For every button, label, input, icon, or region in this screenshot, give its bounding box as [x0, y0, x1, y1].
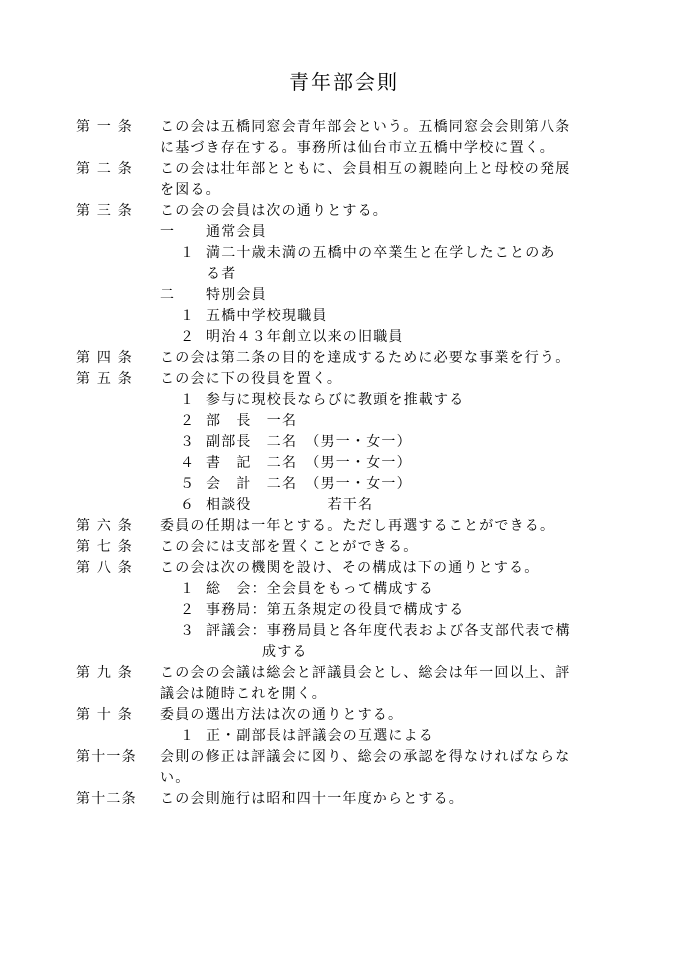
article-1: [76, 117, 616, 159]
item-number: ３: [180, 623, 196, 639]
member-category-regular: [76, 222, 616, 243]
article-6: [76, 516, 616, 537]
officer-item: [76, 411, 616, 432]
organ-item: [76, 600, 616, 621]
officer-item: [76, 495, 616, 516]
article-text-line: 会則の修正は評議会に図り、総会の承認を得なければならな: [160, 749, 571, 765]
category-number: 二: [160, 287, 176, 303]
item-number: ５: [180, 476, 196, 492]
item-number: ３: [180, 434, 196, 450]
article-5: [76, 369, 616, 390]
article-label: 第 六 条: [76, 518, 133, 534]
article-9: [76, 663, 616, 705]
member-item: [76, 327, 616, 348]
article-text-line: 委員の任期は一年とする。ただし再選することができる。: [160, 518, 556, 534]
article-2: [76, 159, 616, 201]
article-label: 第 一 条: [76, 119, 133, 135]
article-text-line: この会則施行は昭和四十一年度からとする。: [160, 791, 464, 807]
article-10: [76, 705, 616, 726]
item-number: ６: [180, 497, 196, 513]
article-text-line: この会は次の機関を設け、その構成は下の通りとする。: [160, 560, 540, 576]
article-text-line: この会は壮年部とともに、会員相互の親睦向上と母校の発展: [160, 161, 571, 177]
article-text-line: この会は五橋同窓会青年部会という。五橋同窓会会則第八条: [160, 119, 571, 135]
item-text: 事務局：第五条規定の役員で構成する: [206, 602, 465, 618]
article-text-line: い。: [160, 770, 191, 786]
item-number: ４: [180, 455, 196, 471]
category-number: 一: [160, 224, 176, 240]
article-label: 第 十 条: [76, 707, 133, 723]
article-text-line: この会の会員は次の通りとする。: [160, 203, 388, 219]
officer-item: [76, 453, 616, 474]
article-8: [76, 558, 616, 579]
article-text-line: 委員の選出方法は次の通りとする。: [160, 707, 404, 723]
page-title: 青年部会則: [289, 70, 399, 94]
category-label: 特別会員: [206, 287, 267, 303]
item-text: 会 計 二名 （男一・女一）: [206, 476, 412, 492]
item-text-line: 評議会：事務局員と各年度代表および各支部代表で構: [206, 623, 571, 639]
member-category-special: [76, 285, 616, 306]
article-text-line: この会は第二条の目的を達成するために必要な事業を行う。: [160, 350, 571, 366]
item-number: １: [180, 728, 196, 744]
organ-item: [76, 621, 616, 663]
item-text-line: 満二十歳未満の五橋中の卒業生と在学したことのあ: [206, 245, 556, 261]
officer-item: [76, 390, 616, 411]
article-label: 第十二条: [76, 791, 137, 807]
article-label: 第 八 条: [76, 560, 133, 576]
member-item: [76, 243, 616, 285]
article-label: 第 二 条: [76, 161, 133, 177]
article-text-line: この会には支部を置くことができる。: [160, 539, 419, 555]
item-text-line: 成する: [262, 644, 308, 660]
item-text: 書 記 二名 （男一・女一）: [206, 455, 412, 471]
item-number: ２: [180, 602, 196, 618]
item-number: １: [180, 308, 196, 324]
article-label: 第 四 条: [76, 350, 133, 366]
article-label: 第十一条: [76, 749, 137, 765]
bylaws-body: [76, 117, 616, 810]
item-text: 総 会：全会員をもって構成する: [206, 581, 434, 597]
article-text-line: に基づき存在する。事務所は仙台市立五橋中学校に置く。: [160, 140, 555, 156]
article-7: [76, 537, 616, 558]
article-text-line: を図る。: [160, 182, 221, 198]
member-item: [76, 306, 616, 327]
item-text: 部 長 一名: [206, 413, 298, 429]
category-label: 通常会員: [206, 224, 267, 240]
item-text: 副部長 二名 （男一・女一）: [206, 434, 412, 450]
article-3: [76, 201, 616, 222]
officer-item: [76, 432, 616, 453]
item-text: 参与に現校長ならびに教頭を推載する: [206, 392, 465, 408]
item-text: 明治４３年創立以来の旧職員: [206, 329, 404, 345]
item-number: １: [180, 392, 196, 408]
article-label: 第 五 条: [76, 371, 133, 387]
article-12: [76, 789, 616, 810]
item-text: 正・副部長は評議会の互選による: [206, 728, 434, 744]
item-number: ２: [180, 329, 196, 345]
item-number: １: [180, 245, 196, 261]
article-11: [76, 747, 616, 789]
organ-item: [76, 579, 616, 600]
article-text-line: この会の会議は総会と評議員会とし、総会は年一回以上、評: [160, 665, 571, 681]
article-label: 第 九 条: [76, 665, 133, 681]
article-text-line: この会に下の役員を置く。: [160, 371, 343, 387]
election-item: [76, 726, 616, 747]
item-text-line: る者: [206, 266, 237, 282]
item-number: ２: [180, 413, 196, 429]
article-label: 第 三 条: [76, 203, 133, 219]
item-text: 五橋中学校現職員: [206, 308, 328, 324]
article-text-line: 議会は随時これを開く。: [160, 686, 327, 702]
item-number: １: [180, 581, 196, 597]
article-label: 第 七 条: [76, 539, 133, 555]
article-4: [76, 348, 616, 369]
item-text: 相談役 若干名: [206, 497, 374, 513]
officer-item: [76, 474, 616, 495]
